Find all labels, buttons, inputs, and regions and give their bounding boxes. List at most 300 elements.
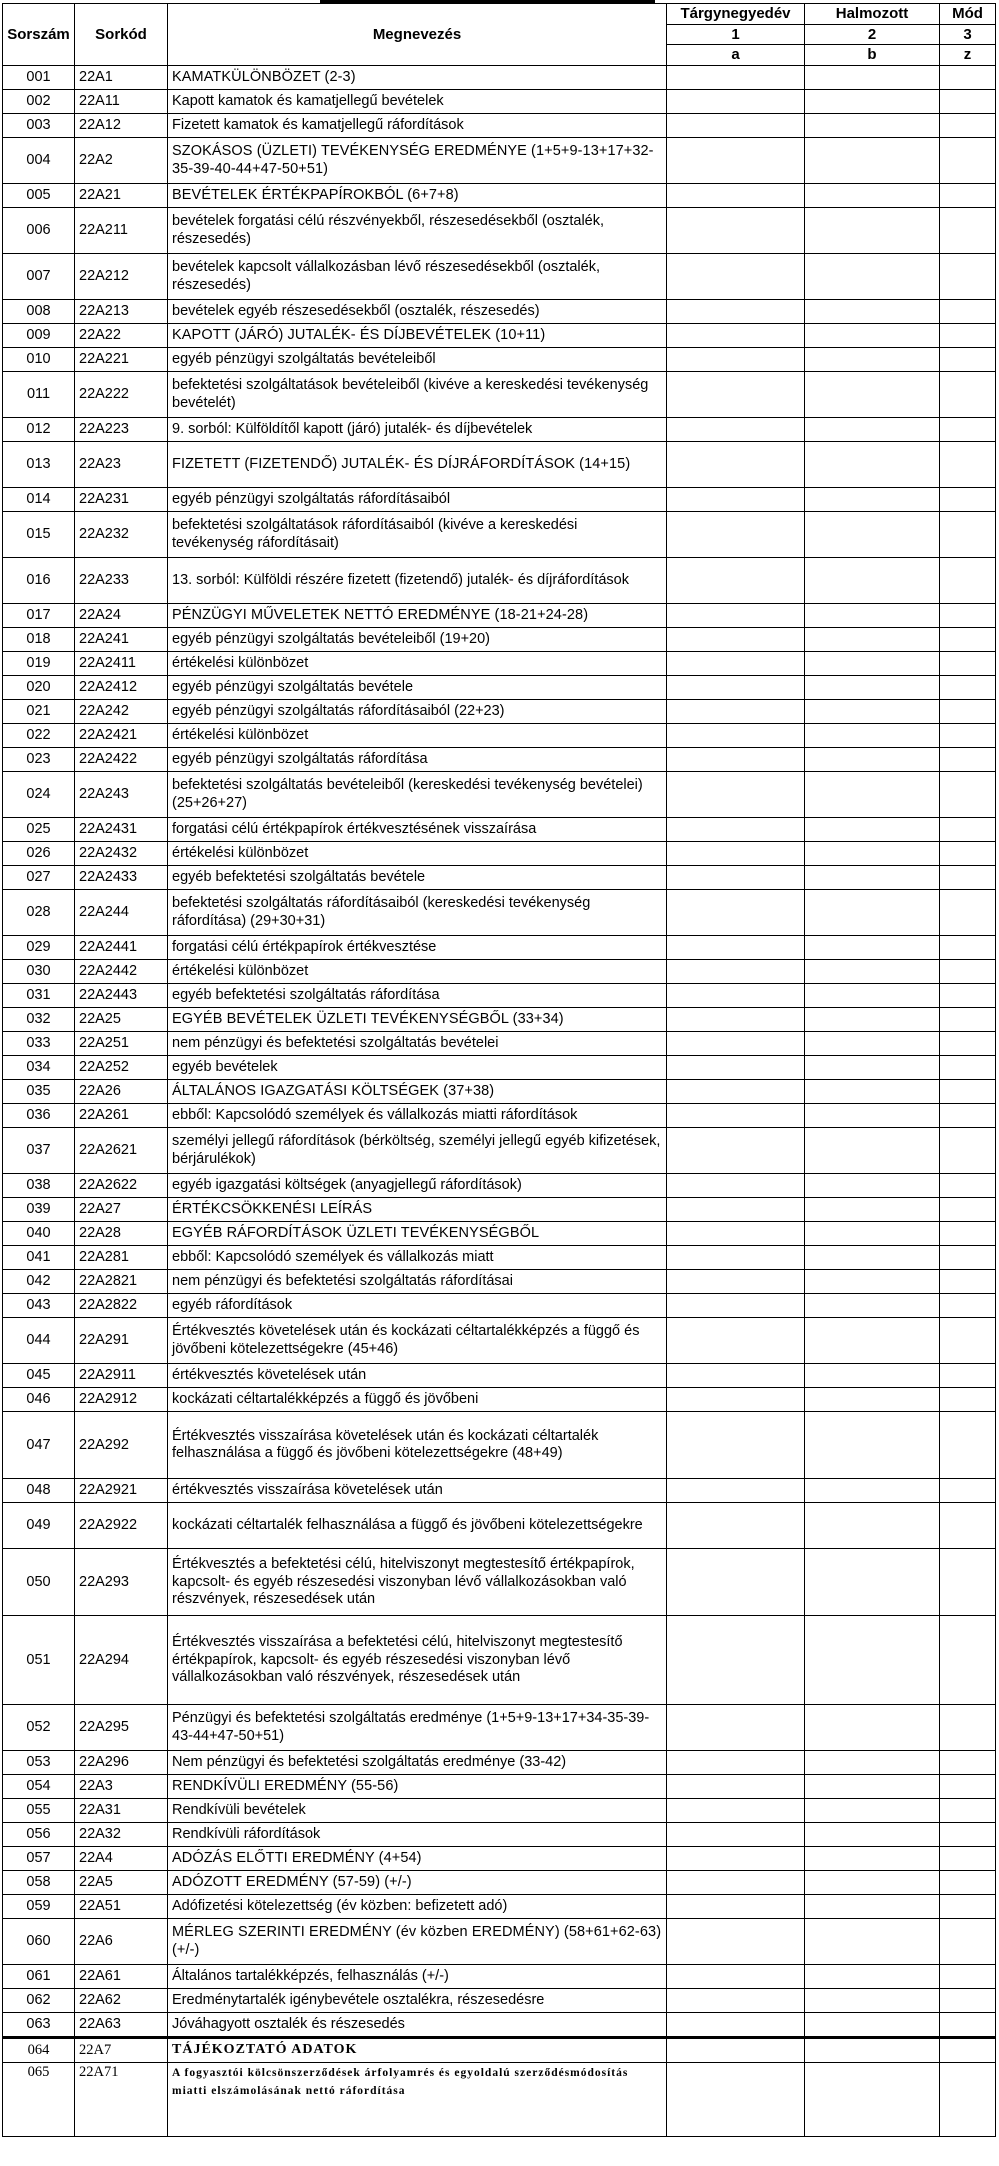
cell-mode-value[interactable]	[940, 558, 996, 604]
row-serial: 014	[3, 488, 75, 512]
cell-mode-value[interactable]	[940, 1222, 996, 1246]
cell-mode-value[interactable]	[940, 936, 996, 960]
cell-mode-value[interactable]	[940, 300, 996, 324]
cell-mode-value[interactable]	[940, 138, 996, 184]
row-code: 22A3	[75, 1775, 168, 1799]
cell-cumulative-value[interactable]	[805, 1008, 940, 1032]
cell-period-value[interactable]	[667, 960, 805, 984]
row-name: egyéb pénzügyi szolgáltatás ráfordításaiból	[168, 488, 667, 512]
row-name: értékvesztés követelések után	[168, 1364, 667, 1388]
cell-cumulative-value[interactable]	[805, 1128, 940, 1174]
cell-mode-value[interactable]	[940, 1775, 996, 1799]
cell-cumulative-value[interactable]	[805, 1198, 940, 1222]
cell-cumulative-value[interactable]	[805, 1032, 940, 1056]
table-row	[3, 1388, 996, 1412]
cell-mode-value[interactable]	[940, 1751, 996, 1775]
row-name: Értékvesztés a befektetési célú, hitelviszonyt megtestesítő értékpapírok, kapcsolt- és egyéb részesedési viszonyban lévő vállalkozásokban való részvények, részesedések után	[168, 1549, 667, 1616]
cell-cumulative-value[interactable]	[805, 1388, 940, 1412]
row-code: 22A7	[75, 2038, 168, 2063]
table-row	[3, 2038, 996, 2063]
row-name: kockázati céltartalék felhasználása a függő és jövőbeni kötelezettségekre	[168, 1503, 667, 1549]
row-code: 22A294	[75, 1616, 168, 1705]
row-serial: 011	[3, 372, 75, 418]
cell-mode-value[interactable]	[940, 488, 996, 512]
cell-cumulative-value[interactable]	[805, 1412, 940, 1479]
cell-period-value[interactable]	[667, 604, 805, 628]
row-code: 22A26	[75, 1080, 168, 1104]
cell-mode-value[interactable]	[940, 66, 996, 90]
row-code: 22A21	[75, 184, 168, 208]
cell-period-value[interactable]	[667, 818, 805, 842]
cell-period-value[interactable]	[667, 1080, 805, 1104]
row-name: MÉRLEG SZERINTI EREDMÉNY (év közben EREDMÉNY) (58+61+62-63) (+/-)	[168, 1919, 667, 1965]
row-code: 22A24	[75, 604, 168, 628]
row-name: értékelési különbözet	[168, 842, 667, 866]
row-name: Rendkívüli ráfordítások	[168, 1823, 667, 1847]
cell-period-value[interactable]	[667, 1174, 805, 1198]
cell-period-value[interactable]	[667, 512, 805, 558]
row-code: 22A2422	[75, 748, 168, 772]
cell-mode-value[interactable]	[940, 324, 996, 348]
cell-period-value[interactable]	[667, 1104, 805, 1128]
col-header-period: Tárgynegyedév	[667, 4, 805, 25]
cell-period-value[interactable]	[667, 348, 805, 372]
table-row	[3, 1479, 996, 1503]
cell-cumulative-value[interactable]	[805, 1222, 940, 1246]
cell-cumulative-value[interactable]	[805, 1989, 940, 2013]
cell-mode-value[interactable]	[940, 1032, 996, 1056]
row-name: bevételek egyéb részesedésekből (osztalék, részesedés)	[168, 300, 667, 324]
row-name: 9. sorból: Külföldítől kapott (járó) jutalék- és díjbevételek	[168, 418, 667, 442]
cell-cumulative-value[interactable]	[805, 700, 940, 724]
cell-cumulative-value[interactable]	[805, 114, 940, 138]
cell-mode-value[interactable]	[940, 254, 996, 300]
row-serial: 016	[3, 558, 75, 604]
cell-period-value[interactable]	[667, 372, 805, 418]
col-header-cumulative: Halmozott	[805, 4, 940, 25]
cell-period-value[interactable]	[667, 890, 805, 936]
row-name: Jóváhagyott osztalék és részesedés	[168, 2013, 667, 2038]
cell-cumulative-value[interactable]	[805, 842, 940, 866]
cell-period-value[interactable]	[667, 1388, 805, 1412]
cell-period-value[interactable]	[667, 1008, 805, 1032]
cell-cumulative-value[interactable]	[805, 1847, 940, 1871]
cell-mode-value[interactable]	[940, 2063, 996, 2137]
row-code: 22A23	[75, 442, 168, 488]
row-name: egyéb pénzügyi szolgáltatás ráfordítása	[168, 748, 667, 772]
cell-period-value[interactable]	[667, 66, 805, 90]
row-serial: 044	[3, 1318, 75, 1364]
row-code: 22A244	[75, 890, 168, 936]
cell-mode-value[interactable]	[940, 1364, 996, 1388]
cell-mode-value[interactable]	[940, 1847, 996, 1871]
cell-cumulative-value[interactable]	[805, 1616, 940, 1705]
cell-mode-value[interactable]	[940, 604, 996, 628]
cell-period-value[interactable]	[667, 1364, 805, 1388]
row-name: FIZETETT (FIZETENDŐ) JUTALÉK- ÉS DÍJRÁFORDÍTÁSOK (14+15)	[168, 442, 667, 488]
cell-cumulative-value[interactable]	[805, 1775, 940, 1799]
table-row	[3, 208, 996, 254]
table-row	[3, 1412, 996, 1479]
cell-mode-value[interactable]	[940, 676, 996, 700]
cell-period-value[interactable]	[667, 558, 805, 604]
cell-cumulative-value[interactable]	[805, 558, 940, 604]
cell-period-value[interactable]	[667, 1198, 805, 1222]
row-code: 22A2411	[75, 652, 168, 676]
cell-mode-value[interactable]	[940, 184, 996, 208]
cell-cumulative-value[interactable]	[805, 1503, 940, 1549]
cell-period-value[interactable]	[667, 254, 805, 300]
cell-cumulative-value[interactable]	[805, 1871, 940, 1895]
cell-mode-value[interactable]	[940, 1318, 996, 1364]
cell-cumulative-value[interactable]	[805, 1823, 940, 1847]
cell-period-value[interactable]	[667, 114, 805, 138]
table-row	[3, 1128, 996, 1174]
cell-period-value[interactable]	[667, 1246, 805, 1270]
row-name: forgatási célú értékpapírok értékvesztésének visszaírása	[168, 818, 667, 842]
table-row	[3, 1616, 996, 1705]
table-row	[3, 604, 996, 628]
cell-mode-value[interactable]	[940, 1919, 996, 1965]
cell-cumulative-value[interactable]	[805, 254, 940, 300]
row-serial: 004	[3, 138, 75, 184]
row-code: 22A61	[75, 1965, 168, 1989]
cell-period-value[interactable]	[667, 1775, 805, 1799]
cell-mode-value[interactable]	[940, 1198, 996, 1222]
row-name: egyéb pénzügyi szolgáltatás bevételeiből (19+20)	[168, 628, 667, 652]
row-code: 22A2441	[75, 936, 168, 960]
cell-mode-value[interactable]	[940, 418, 996, 442]
cell-mode-value[interactable]	[940, 842, 996, 866]
table-row	[3, 66, 996, 90]
row-name: 13. sorból: Külföldi részére fizetett (fizetendő) jutalék- és díjráfordítások	[168, 558, 667, 604]
cell-period-value[interactable]	[667, 1823, 805, 1847]
cell-cumulative-value[interactable]	[805, 488, 940, 512]
cell-period-value[interactable]	[667, 184, 805, 208]
row-serial: 041	[3, 1246, 75, 1270]
cell-cumulative-value[interactable]	[805, 372, 940, 418]
cell-cumulative-value[interactable]	[805, 1895, 940, 1919]
cell-cumulative-value[interactable]	[805, 890, 940, 936]
row-serial: 020	[3, 676, 75, 700]
row-name: befektetési szolgáltatás bevételeiből (kereskedési tevékenység bevételei) (25+26+27)	[168, 772, 667, 818]
cell-period-value[interactable]	[667, 984, 805, 1008]
cell-period-value[interactable]	[667, 1705, 805, 1751]
cell-period-value[interactable]	[667, 324, 805, 348]
row-code: 22A4	[75, 1847, 168, 1871]
table-row	[3, 558, 996, 604]
cell-mode-value[interactable]	[940, 1080, 996, 1104]
row-name: nem pénzügyi és befektetési szolgáltatás bevételei	[168, 1032, 667, 1056]
cell-period-value[interactable]	[667, 208, 805, 254]
cell-cumulative-value[interactable]	[805, 2038, 940, 2063]
cell-mode-value[interactable]	[940, 700, 996, 724]
cell-mode-value[interactable]	[940, 818, 996, 842]
row-serial: 050	[3, 1549, 75, 1616]
cell-cumulative-value[interactable]	[805, 1751, 940, 1775]
row-name: bevételek kapcsolt vállalkozásban lévő részesedésekből (osztalék, részesedés)	[168, 254, 667, 300]
cell-cumulative-value[interactable]	[805, 604, 940, 628]
cell-period-value[interactable]	[667, 1895, 805, 1919]
row-name: befektetési szolgáltatások bevételeiből (kivéve a kereskedési tevékenység bevételét)	[168, 372, 667, 418]
cell-period-value[interactable]	[667, 748, 805, 772]
cell-mode-value[interactable]	[940, 1270, 996, 1294]
cell-mode-value[interactable]	[940, 1503, 996, 1549]
row-code: 22A51	[75, 1895, 168, 1919]
cell-mode-value[interactable]	[940, 748, 996, 772]
cell-cumulative-value[interactable]	[805, 748, 940, 772]
cell-mode-value[interactable]	[940, 866, 996, 890]
cell-cumulative-value[interactable]	[805, 628, 940, 652]
cell-period-value[interactable]	[667, 138, 805, 184]
cell-mode-value[interactable]	[940, 1799, 996, 1823]
cell-mode-value[interactable]	[940, 2013, 996, 2038]
cell-mode-value[interactable]	[940, 1823, 996, 1847]
cell-cumulative-value[interactable]	[805, 138, 940, 184]
cell-period-value[interactable]	[667, 772, 805, 818]
table-row	[3, 1895, 996, 1919]
cell-mode-value[interactable]	[940, 1388, 996, 1412]
cell-mode-value[interactable]	[940, 1056, 996, 1080]
row-name: egyéb igazgatási költségek (anyagjellegű ráfordítások)	[168, 1174, 667, 1198]
row-serial: 027	[3, 866, 75, 890]
cell-cumulative-value[interactable]	[805, 512, 940, 558]
cell-cumulative-value[interactable]	[805, 676, 940, 700]
cell-period-value[interactable]	[667, 1318, 805, 1364]
cell-period-value[interactable]	[667, 1222, 805, 1246]
table-row	[3, 254, 996, 300]
cell-mode-value[interactable]	[940, 1246, 996, 1270]
cell-cumulative-value[interactable]	[805, 300, 940, 324]
cell-cumulative-value[interactable]	[805, 1705, 940, 1751]
cell-mode-value[interactable]	[940, 1128, 996, 1174]
col-letter-mode: z	[940, 45, 996, 66]
cell-period-value[interactable]	[667, 724, 805, 748]
cell-cumulative-value[interactable]	[805, 1479, 940, 1503]
row-name: Fizetett kamatok és kamatjellegű ráfordítások	[168, 114, 667, 138]
row-serial: 042	[3, 1270, 75, 1294]
cell-period-value[interactable]	[667, 1919, 805, 1965]
cell-cumulative-value[interactable]	[805, 818, 940, 842]
cell-period-value[interactable]	[667, 1503, 805, 1549]
cell-mode-value[interactable]	[940, 628, 996, 652]
cell-period-value[interactable]	[667, 1032, 805, 1056]
row-serial: 058	[3, 1871, 75, 1895]
cell-cumulative-value[interactable]	[805, 1799, 940, 1823]
cell-cumulative-value[interactable]	[805, 936, 940, 960]
cell-cumulative-value[interactable]	[805, 984, 940, 1008]
cell-cumulative-value[interactable]	[805, 724, 940, 748]
cell-mode-value[interactable]	[940, 1412, 996, 1479]
cell-period-value[interactable]	[667, 628, 805, 652]
cell-mode-value[interactable]	[940, 1616, 996, 1705]
cell-period-value[interactable]	[667, 1989, 805, 2013]
cell-cumulative-value[interactable]	[805, 1056, 940, 1080]
cell-period-value[interactable]	[667, 652, 805, 676]
cell-period-value[interactable]	[667, 2063, 805, 2137]
cell-mode-value[interactable]	[940, 1871, 996, 1895]
cell-period-value[interactable]	[667, 1128, 805, 1174]
cell-mode-value[interactable]	[940, 1479, 996, 1503]
cell-period-value[interactable]	[667, 1294, 805, 1318]
cell-cumulative-value[interactable]	[805, 1080, 940, 1104]
row-code: 22A221	[75, 348, 168, 372]
row-serial: 019	[3, 652, 75, 676]
cell-cumulative-value[interactable]	[805, 90, 940, 114]
cell-period-value[interactable]	[667, 1965, 805, 1989]
row-serial: 052	[3, 1705, 75, 1751]
row-code: 22A62	[75, 1989, 168, 2013]
cell-cumulative-value[interactable]	[805, 1965, 940, 1989]
cell-period-value[interactable]	[667, 1270, 805, 1294]
cell-mode-value[interactable]	[940, 1294, 996, 1318]
cell-mode-value[interactable]	[940, 1989, 996, 2013]
row-serial: 056	[3, 1823, 75, 1847]
cell-period-value[interactable]	[667, 1479, 805, 1503]
cell-period-value[interactable]	[667, 842, 805, 866]
table-row	[3, 1965, 996, 1989]
col-number-mode: 3	[940, 24, 996, 45]
table-row	[3, 512, 996, 558]
cell-cumulative-value[interactable]	[805, 1246, 940, 1270]
cell-mode-value[interactable]	[940, 90, 996, 114]
row-code: 22A2431	[75, 818, 168, 842]
cell-cumulative-value[interactable]	[805, 66, 940, 90]
cell-period-value[interactable]	[667, 1847, 805, 1871]
cell-period-value[interactable]	[667, 1549, 805, 1616]
cell-cumulative-value[interactable]	[805, 324, 940, 348]
table-row	[3, 1104, 996, 1128]
cell-cumulative-value[interactable]	[805, 2013, 940, 2038]
cell-mode-value[interactable]	[940, 1104, 996, 1128]
cell-cumulative-value[interactable]	[805, 1549, 940, 1616]
cell-cumulative-value[interactable]	[805, 960, 940, 984]
cell-cumulative-value[interactable]	[805, 442, 940, 488]
cell-period-value[interactable]	[667, 1412, 805, 1479]
row-name: ÉRTÉKCSÖKKENÉSI LEÍRÁS	[168, 1198, 667, 1222]
row-serial: 002	[3, 90, 75, 114]
cell-mode-value[interactable]	[940, 1549, 996, 1616]
cell-cumulative-value[interactable]	[805, 1294, 940, 1318]
cell-cumulative-value[interactable]	[805, 184, 940, 208]
cell-cumulative-value[interactable]	[805, 866, 940, 890]
row-serial: 032	[3, 1008, 75, 1032]
cell-mode-value[interactable]	[940, 890, 996, 936]
table-row	[3, 1549, 996, 1616]
table-row	[3, 1503, 996, 1549]
cell-period-value[interactable]	[667, 488, 805, 512]
cell-cumulative-value[interactable]	[805, 1270, 940, 1294]
table-row	[3, 984, 996, 1008]
row-code: 22A12	[75, 114, 168, 138]
cell-cumulative-value[interactable]	[805, 772, 940, 818]
row-serial: 059	[3, 1895, 75, 1919]
cell-period-value[interactable]	[667, 442, 805, 488]
cell-cumulative-value[interactable]	[805, 1174, 940, 1198]
cell-mode-value[interactable]	[940, 348, 996, 372]
cell-mode-value[interactable]	[940, 960, 996, 984]
cell-period-value[interactable]	[667, 866, 805, 890]
row-code: 22A2443	[75, 984, 168, 1008]
cell-mode-value[interactable]	[940, 772, 996, 818]
row-code: 22A2822	[75, 1294, 168, 1318]
cell-cumulative-value[interactable]	[805, 2063, 940, 2137]
table-row	[3, 1318, 996, 1364]
cell-period-value[interactable]	[667, 1616, 805, 1705]
cell-cumulative-value[interactable]	[805, 1318, 940, 1364]
cell-mode-value[interactable]	[940, 1174, 996, 1198]
table-row	[3, 1008, 996, 1032]
cell-period-value[interactable]	[667, 676, 805, 700]
cell-cumulative-value[interactable]	[805, 652, 940, 676]
row-serial: 006	[3, 208, 75, 254]
table-row	[3, 700, 996, 724]
cell-mode-value[interactable]	[940, 652, 996, 676]
row-code: 22A213	[75, 300, 168, 324]
cell-period-value[interactable]	[667, 90, 805, 114]
table-row	[3, 1751, 996, 1775]
cell-period-value[interactable]	[667, 1056, 805, 1080]
cell-period-value[interactable]	[667, 1799, 805, 1823]
row-code: 22A63	[75, 2013, 168, 2038]
cell-mode-value[interactable]	[940, 114, 996, 138]
cell-period-value[interactable]	[667, 700, 805, 724]
cell-cumulative-value[interactable]	[805, 1364, 940, 1388]
cell-period-value[interactable]	[667, 418, 805, 442]
cell-mode-value[interactable]	[940, 442, 996, 488]
row-serial: 033	[3, 1032, 75, 1056]
cell-cumulative-value[interactable]	[805, 208, 940, 254]
cell-mode-value[interactable]	[940, 372, 996, 418]
row-name: egyéb pénzügyi szolgáltatás bevételeiből	[168, 348, 667, 372]
row-code: 22A32	[75, 1823, 168, 1847]
table-row	[3, 1294, 996, 1318]
row-code: 22A212	[75, 254, 168, 300]
cell-period-value[interactable]	[667, 936, 805, 960]
cell-cumulative-value[interactable]	[805, 1919, 940, 1965]
cell-period-value[interactable]	[667, 2013, 805, 2038]
row-serial: 038	[3, 1174, 75, 1198]
row-code: 22A233	[75, 558, 168, 604]
row-name: Nem pénzügyi és befektetési szolgáltatás eredménye (33-42)	[168, 1751, 667, 1775]
cell-period-value[interactable]	[667, 300, 805, 324]
row-serial: 057	[3, 1847, 75, 1871]
row-serial: 021	[3, 700, 75, 724]
row-name: Adófizetési kötelezettség (év közben: befizetett adó)	[168, 1895, 667, 1919]
cell-period-value[interactable]	[667, 2038, 805, 2063]
cell-period-value[interactable]	[667, 1871, 805, 1895]
cell-cumulative-value[interactable]	[805, 348, 940, 372]
col-letter-cumulative: b	[805, 45, 940, 66]
row-name: BEVÉTELEK ÉRTÉKPAPÍROKBÓL (6+7+8)	[168, 184, 667, 208]
cell-mode-value[interactable]	[940, 2038, 996, 2063]
row-serial: 022	[3, 724, 75, 748]
cell-cumulative-value[interactable]	[805, 1104, 940, 1128]
cell-period-value[interactable]	[667, 1751, 805, 1775]
table-row	[3, 324, 996, 348]
cell-mode-value[interactable]	[940, 1895, 996, 1919]
cell-mode-value[interactable]	[940, 208, 996, 254]
cell-cumulative-value[interactable]	[805, 418, 940, 442]
cell-mode-value[interactable]	[940, 512, 996, 558]
cell-mode-value[interactable]	[940, 724, 996, 748]
row-code: 22A241	[75, 628, 168, 652]
cell-mode-value[interactable]	[940, 1705, 996, 1751]
row-serial: 064	[3, 2038, 75, 2063]
cell-mode-value[interactable]	[940, 1965, 996, 1989]
cell-mode-value[interactable]	[940, 984, 996, 1008]
cell-mode-value[interactable]	[940, 1008, 996, 1032]
